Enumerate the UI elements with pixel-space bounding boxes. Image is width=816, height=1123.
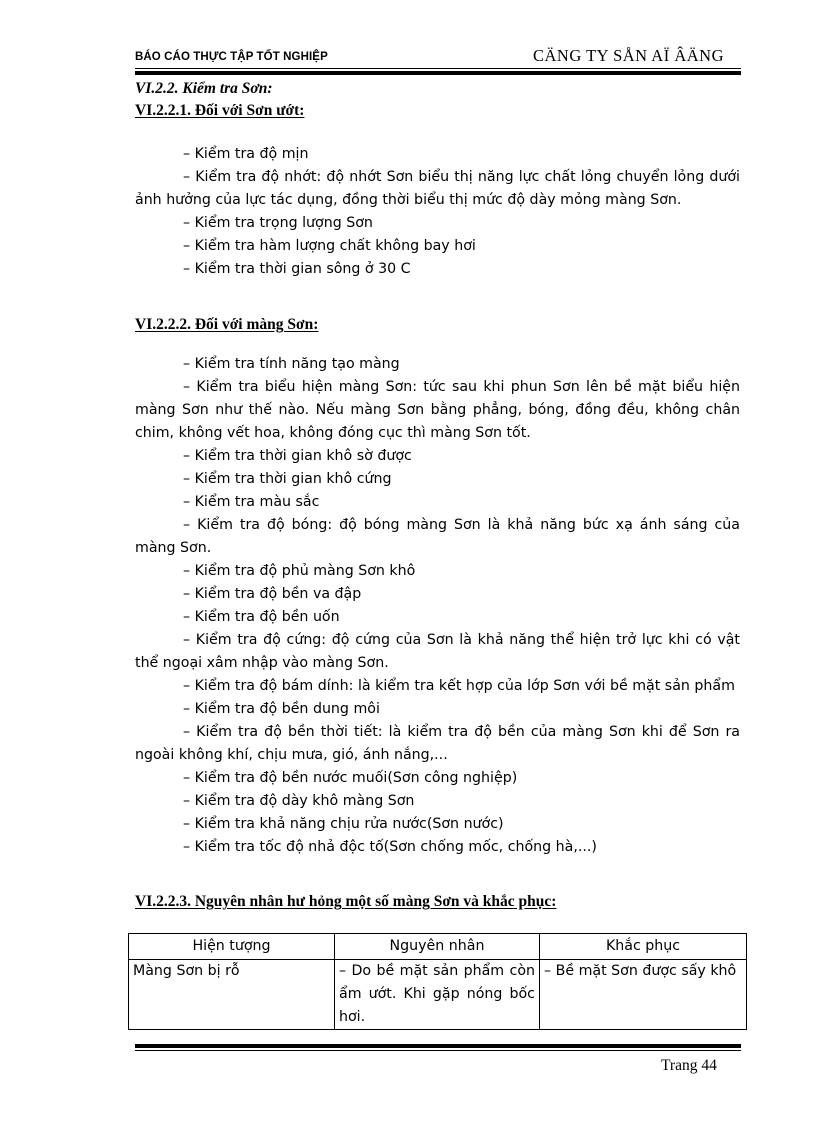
list-item: – Kiểm tra trọng lượng Sơn	[183, 215, 373, 231]
list-item: – Kiểm tra độ bền va đập	[183, 586, 362, 602]
table-cell-remedy: – Bề mặt Sơn được sấy khô	[540, 960, 747, 1030]
page-number: Trang 44	[661, 1057, 717, 1074]
column-header: Hiện tượng	[129, 934, 335, 960]
column-header: Nguyên nhân	[335, 934, 540, 960]
list-item: – Kiểm tra độ phủ màng Sơn khô	[183, 563, 416, 579]
list-item: – Kiểm tra độ bền uốn	[183, 609, 340, 625]
list-item: – Kiểm tra độ bền nước muối(Sơn công nghiệp)	[183, 770, 518, 786]
list-item: – Kiểm tra màu sắc	[183, 494, 320, 510]
list-item: – Kiểm tra độ bóng: độ bóng màng Sơn là khả năng bức xạ ánh sáng của màng Sơn.	[135, 517, 740, 556]
paint-film-list	[135, 353, 740, 859]
list-item: – Kiểm tra độ bám dính: là kiểm tra kết hợp của lớp Sơn với bề mặt sản phẩm	[183, 678, 735, 694]
list-item: – Kiểm tra thời gian sông ở 30 C	[183, 261, 411, 277]
footer-rule-thick	[135, 1044, 741, 1048]
list-item: – Kiểm tra hàm lượng chất không bay hơi	[183, 238, 476, 254]
list-item: – Kiểm tra thời gian khô cứng	[183, 471, 392, 487]
wet-paint-list	[135, 143, 740, 281]
list-item: – Kiểm tra tốc độ nhả độc tố(Sơn chống mốc, chống hà,...)	[183, 839, 597, 855]
list-item: – Kiểm tra khả năng chịu rửa nước(Sơn nước)	[183, 816, 504, 832]
header-right-company: CÄNG TY SÅN AÏ ÂÄNG	[533, 46, 725, 65]
list-item: – Kiểm tra độ bền thời tiết: là kiểm tra độ bền của màng Sơn khi để Sơn ra ngoài không khí, chịu mưa, gió, ánh nắng,...	[135, 724, 740, 763]
subsection-heading-defects: VI.2.2.3. Nguyên nhân hư hỏng một số màng Sơn và khắc phục:	[135, 893, 557, 910]
list-item: – Kiểm tra độ dày khô màng Sơn	[183, 793, 415, 809]
header-rule-thick	[135, 71, 741, 75]
list-item: – Kiểm tra tính năng tạo màng	[183, 356, 400, 372]
list-item: – Kiểm tra biểu hiện màng Sơn: tức sau khi phun Sơn lên bề mặt biểu hiện màng Sơn như thế nào. Nếu màng Sơn bằng phẳng, bóng, đồng đều, không chân chim, không vết hoa, không đóng cục thì màng Sơn tốt.	[135, 379, 740, 441]
section-heading: VI.2.2. Kiểm tra Sơn:	[135, 80, 273, 97]
footer-rule-thin	[135, 1050, 741, 1051]
list-item: – Kiểm tra thời gian khô sờ được	[183, 448, 412, 464]
defects-table	[128, 933, 747, 1030]
table-cell-phenomenon: Màng Sơn bị rỗ	[129, 960, 335, 1030]
subsection-heading-paint-film: VI.2.2.2. Đối với màng Sơn:	[135, 316, 319, 333]
list-item: – Kiểm tra độ bền dung môi	[183, 701, 380, 717]
list-item: – Kiểm tra độ nhớt: độ nhớt Sơn biểu thị năng lực chất lỏng chuyển lỏng dưới ảnh hưởng của lực tác dụng, đồng thời biểu thị mức độ dày mỏng màng Sơn.	[135, 169, 740, 208]
subsection-heading-wet-paint: VI.2.2.1. Đối với Sơn ướt:	[135, 102, 305, 119]
table-header-row	[129, 934, 747, 960]
header-rule-thin	[135, 68, 741, 69]
list-item: – Kiểm tra độ cứng: độ cứng của Sơn là khả năng thể hiện trở lực khi có vật thể ngoại xâm nhập vào màng Sơn.	[135, 632, 740, 671]
table-row	[129, 960, 747, 1030]
header-left-title: BÁO CÁO THỰC TẬP TỐT NGHIỆP	[135, 51, 328, 63]
table-cell-cause: – Do bề mặt sản phẩm còn ẩm ướt. Khi gặp nóng bốc hơi.	[335, 960, 540, 1030]
list-item: – Kiểm tra độ mịn	[183, 146, 309, 162]
column-header: Khắc phục	[540, 934, 747, 960]
